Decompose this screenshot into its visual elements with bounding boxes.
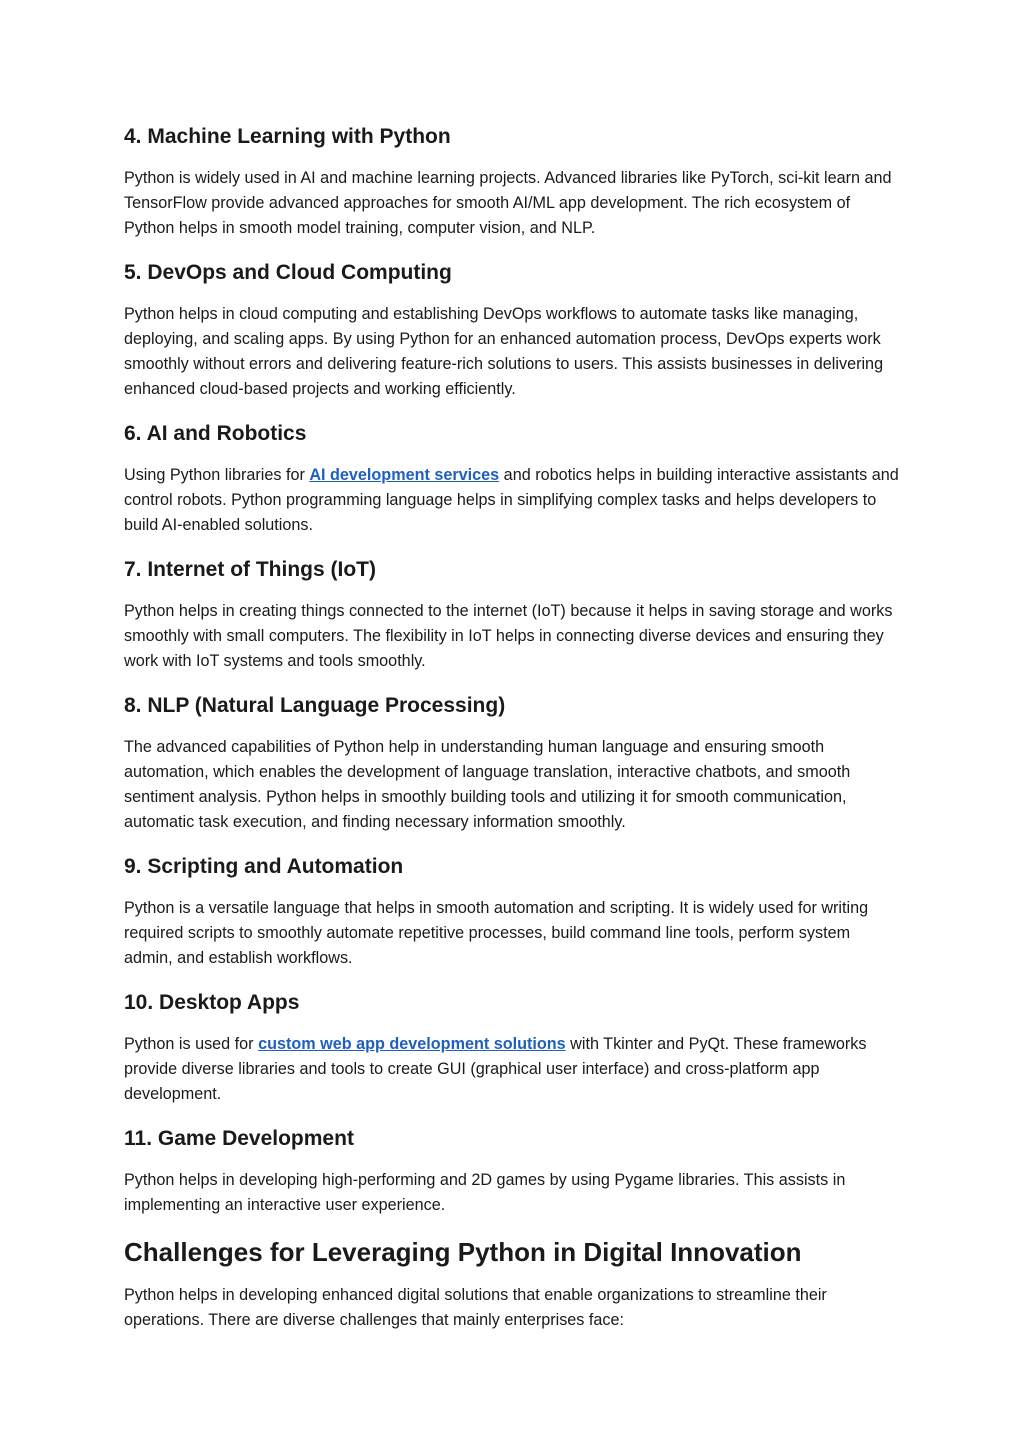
paragraph-challenges: Python helps in developing enhanced digital solutions that enable organizations to streamline their operations. There are diverse challenges that mainly enterprises face: — [124, 1286, 827, 1329]
paragraph-game-development: Python helps in developing high-performing and 2D games by using Pygame libraries. This assists in implementing an interactive user experience. — [124, 1171, 846, 1214]
heading-challenges: Challenges for Leveraging Python in Digital Innovation — [124, 1237, 802, 1267]
paragraph-iot: Python helps in creating things connected to the internet (IoT) because it helps in saving storage and works smoothly with small computers. The flexibility in IoT helps in connecting diverse devices and ensuring they work with IoT systems and tools smoothly. — [124, 602, 893, 670]
paragraph-text-before-link: Python is used for — [124, 1035, 259, 1053]
paragraph-text-after-link: and robotics helps in building interactive assistants and control robots. Python programming language helps in simplifying complex tasks and helps developers to build AI-enabled solutions. — [124, 466, 899, 534]
paragraph-devops-cloud: Python helps in cloud computing and establishing DevOps workflows to automate tasks like managing, deploying, and scaling apps. By using Python for an enhanced automation process, DevOps experts work smoothly without errors and delivering feature-rich solutions to users. This assists businesses in delivering enhanced cloud-based projects and working efficiently. — [124, 305, 884, 398]
paragraph-desktop-apps — [124, 1032, 899, 1107]
heading-desktop-apps: 10. Desktop Apps — [124, 991, 300, 1014]
paragraph-nlp: The advanced capabilities of Python help in understanding human language and ensuring smooth automation, which enables the development of language translation, interactive chatbots, and smooth sentiment analysis. Python helps in smoothly building tools and utilizing it for smooth communication, automatic task execution, and finding necessary information smoothly. — [124, 738, 851, 831]
paragraph-machine-learning: Python is widely used in AI and machine learning projects. Advanced libraries like PyTorch, sci-kit learn and TensorFlow provide advanced approaches for smooth AI/ML app development. The rich ecosystem of Python helps in smooth model training, computer vision, and NLP. — [124, 169, 892, 237]
paragraph-ai-robotics — [124, 463, 899, 538]
paragraph-text-before-link: Using Python libraries for — [124, 466, 310, 484]
document-page — [124, 122, 899, 1350]
custom-web-app-development-link[interactable]: custom web app development solutions — [258, 1035, 566, 1053]
heading-game-development: 11. Game Development — [124, 1127, 354, 1150]
ai-development-services-link[interactable]: AI development services — [309, 466, 500, 484]
heading-iot: 7. Internet of Things (IoT) — [124, 558, 376, 581]
paragraph-text-after-link: with Tkinter and PyQt. These frameworks provide diverse libraries and tools to create GUI (graphical user interface) and cross-platform app development. — [124, 1035, 867, 1103]
paragraph-scripting-automation: Python is a versatile language that helps in smooth automation and scripting. It is widely used for writing required scripts to smoothly automate repetitive processes, build command line tools, perform system admin, and establish workflows. — [124, 899, 869, 967]
heading-scripting-automation: 9. Scripting and Automation — [124, 855, 404, 878]
heading-devops-cloud: 5. DevOps and Cloud Computing — [124, 261, 452, 284]
heading-ai-robotics: 6. AI and Robotics — [124, 422, 307, 445]
heading-machine-learning: 4. Machine Learning with Python — [124, 125, 451, 148]
heading-nlp: 8. NLP (Natural Language Processing) — [124, 694, 506, 717]
